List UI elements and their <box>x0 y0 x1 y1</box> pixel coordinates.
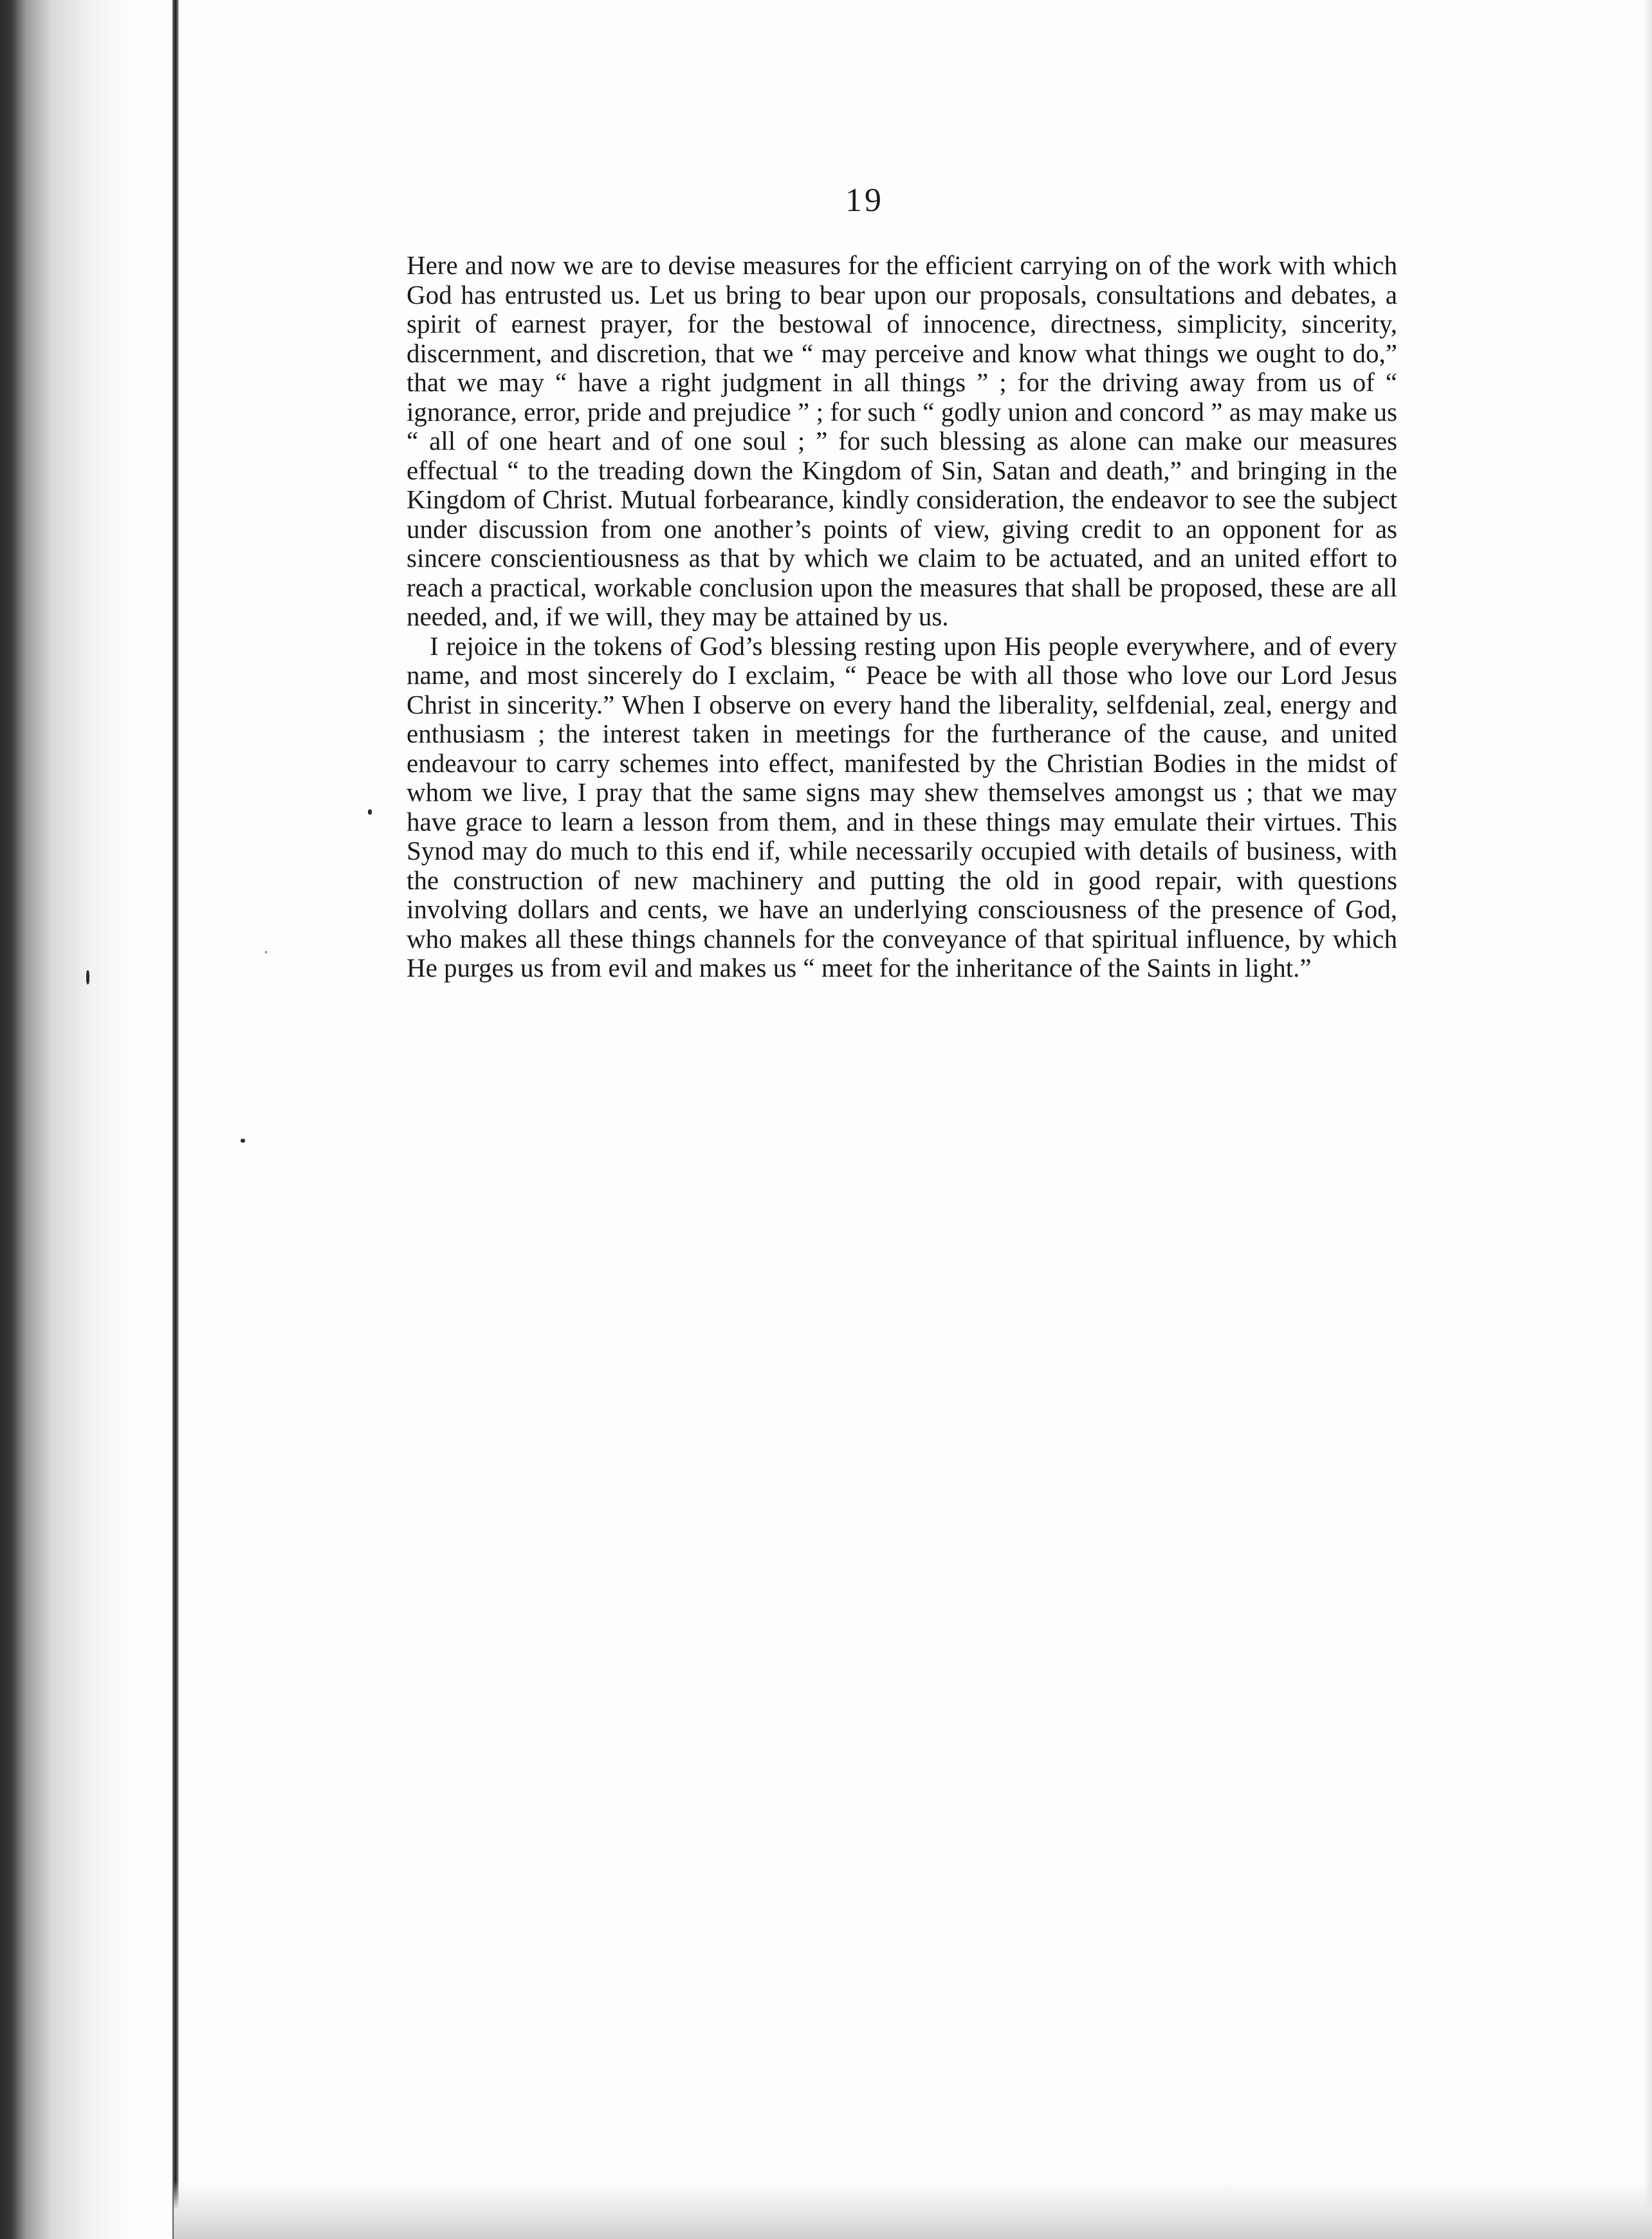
scan-speck <box>241 1139 245 1143</box>
paragraph-2: I rejoice in the tokens of God’s blessing resting upon His people everywhere, and of every name, and most sincerely do I exclaim, “ Peace be with all those who love our Lord Jesus Christ in sincerity.” When I observe on every hand the liberality, selfdenial, zeal, energy and enthusiasm ; the interest taken in meetings for the furtherance of the cause, and united endeavour to carry schemes into effect, manifested by the Christian Bodies in the midst of whom we live, I pray that the same signs may shew themselves amongst us ; that we may have grace to learn a lesson from them, and in these things may emulate their virtues. This Synod may do much to this end if, while necessarily occupied with details of business, with the construction of new machinery and putting the old in good repair, with questions involving dollars and cents, we have an underlying consciousness of the presence of God, who makes all these things channels for the conveyance of that spiritual influence, by which He purges us from evil and makes us “ meet for the inheritance of the Saints in light.” <box>407 631 1397 982</box>
binding-shadow <box>0 0 167 2239</box>
body-text <box>407 251 1397 983</box>
binding-gutter-line <box>172 0 179 2239</box>
scan-speck <box>86 970 89 984</box>
page-bottom-edge <box>174 2181 1652 2239</box>
scan-speck <box>265 951 267 954</box>
page-number: 19 <box>845 182 884 219</box>
page-right-edge <box>1643 0 1652 2239</box>
paragraph-1: Here and now we are to devise measures for the efficient carrying on of the work with which God has entrusted us. Let us bring to bear upon our proposals, consultations and debates, a spirit of earnest prayer, for the bestowal of innocence, directness, simplicity, sincerity, discernment, and discretion, that we “ may perceive and know what things we ought to do,” that we may “ have a right judgment in all things ” ; for the driving away from us of “ ignorance, error, pride and prejudice ” ; for such “ godly union and concord ” as may make us “ all of one heart and of one soul ; ” for such blessing as alone can make our measures effectual “ to the treading down the Kingdom of Sin, Satan and death,” and bringing in the Kingdom of Christ. Mutual forbearance, kindly consideration, the endeavor to see the subject under discussion from one another’s points of view, giving credit to an opponent for as sincere conscientiousness as that by which we claim to be actuated, and an united effort to reach a practical, workable conclusion upon the measures that shall be proposed, these are all needed, and, if we will, they may be attained by us. <box>407 250 1397 631</box>
scan-speck <box>368 809 372 815</box>
